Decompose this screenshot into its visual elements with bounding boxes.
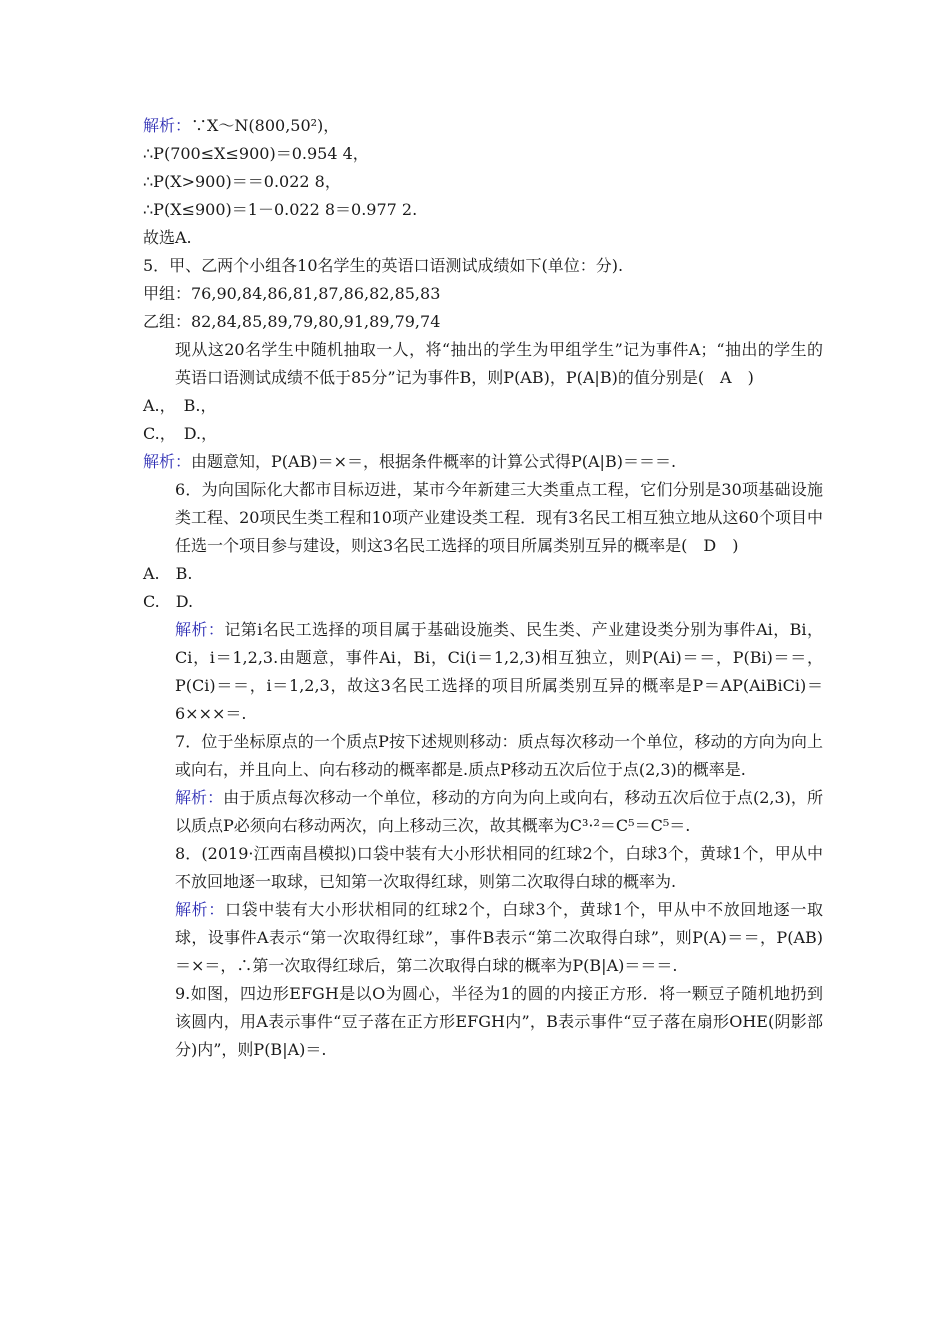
solution-text: ∵X～N(800,50²)， bbox=[191, 116, 340, 135]
question-7-solution bbox=[143, 784, 823, 840]
question-6-options-cd: C. D. bbox=[143, 592, 194, 611]
solution-label: 解析： bbox=[143, 116, 192, 135]
question-8-stem: 8．(2019·江西南昌模拟)口袋中装有大小形状相同的红球2个，白球3个，黄球1个，甲从中不放回地逐一取球，已知第一次取得红球，则第二次取得白球的概率为. bbox=[175, 844, 823, 891]
question-6-stem: 6．为向国际化大都市目标迈进，某市今年新建三大类重点工程，它们分别是30项基础设施类工程、20项民生类工程和10项产业建设类工程．现有3名民工相互独立地从这60个项目中任选一个项目参与建设，则这3名民工选择的项目所属类别互异的概率是( D ) bbox=[175, 480, 823, 555]
solution-label: 解析： bbox=[175, 788, 224, 807]
question-5-solution bbox=[143, 448, 823, 476]
solution-label: 解析： bbox=[143, 452, 192, 471]
solution-text: 由题意知，P(AB)＝×＝，根据条件概率的计算公式得P(A|B)＝＝＝. bbox=[191, 452, 677, 471]
question-7-stem: 7．位于坐标原点的一个质点P按下述规则移动：质点每次移动一个单位，移动的方向为向上或向右，并且向上、向右移动的概率都是.质点P移动五次后位于点(2,3)的概率是. bbox=[175, 732, 823, 779]
question-5-options-ab: A.， B.， bbox=[143, 396, 217, 415]
question-5-group-b: 乙组：82,84,85,89,79,80,91,89,79,74 bbox=[143, 312, 441, 331]
question-5-options-cd: C.， D.， bbox=[143, 424, 218, 443]
solution-label: 解析： bbox=[175, 900, 225, 919]
solution-4-line-1 bbox=[143, 112, 823, 140]
solution-label: 解析： bbox=[175, 620, 225, 639]
solution-text: 记第i名民工选择的项目属于基础设施类、民生类、产业建设类分别为事件Ai，Bi，Ci，i＝1,2,3.由题意，事件Ai，Bi，Ci(i＝1,2,3)相互独立，则P(Ai)＝＝，P(Bi)＝＝，P(Ci)＝＝，i＝1,2,3，故这3名民工选择的项目所属类别互异的概率是P＝AP(AiBiCi)＝6×××＝. bbox=[175, 620, 823, 723]
solution-text: 由于质点每次移动一个单位，移动的方向为向上或向右，移动五次后位于点(2,3)，所以质点P必须向右移动两次，向上移动三次，故其概率为C³·²＝C⁵＝C⁵＝. bbox=[175, 788, 823, 835]
document-page bbox=[143, 112, 823, 1064]
solution-4-answer: 故选A. bbox=[143, 228, 192, 247]
question-5-stem: 5．甲、乙两个小组各10名学生的英语口语测试成绩如下(单位：分). bbox=[143, 256, 624, 275]
solution-4-line-2: ∴P(700≤X≤900)＝0.954 4， bbox=[143, 144, 369, 163]
solution-text: 口袋中装有大小形状相同的红球2个，白球3个，黄球1个，甲从中不放回地逐一取球，设事件A表示“第一次取得红球”，事件B表示“第二次取得白球”，则P(A)＝＝，P(AB)＝×＝，∴第一次取得红球后，第二次取得白球的概率为P(B|A)＝＝＝. bbox=[175, 900, 823, 975]
question-5-paragraph: 现从这20名学生中随机抽取一人，将“抽出的学生为甲组学生”记为事件A；“抽出的学生的英语口语测试成绩不低于85分”记为事件B，则P(AB)，P(A|B)的值分别是( A ) bbox=[175, 340, 823, 387]
question-8-solution bbox=[143, 896, 823, 980]
solution-4-line-3: ∴P(X>900)＝＝0.022 8， bbox=[143, 172, 341, 191]
solution-4-line-4: ∴P(X≤900)＝1－0.022 8＝0.977 2. bbox=[143, 200, 418, 219]
question-9-stem: 9.如图，四边形EFGH是以O为圆心，半径为1的圆的内接正方形．将一颗豆子随机地扔到该圆内，用A表示事件“豆子落在正方形EFGH内”，B表示事件“豆子落在扇形OHE(阴影部分)内”，则P(B|A)＝. bbox=[175, 984, 823, 1059]
question-6-options-ab: A. B. bbox=[143, 564, 193, 583]
question-5-group-a: 甲组：76,90,84,86,81,87,86,82,85,83 bbox=[143, 284, 441, 303]
question-6-solution bbox=[143, 616, 823, 728]
